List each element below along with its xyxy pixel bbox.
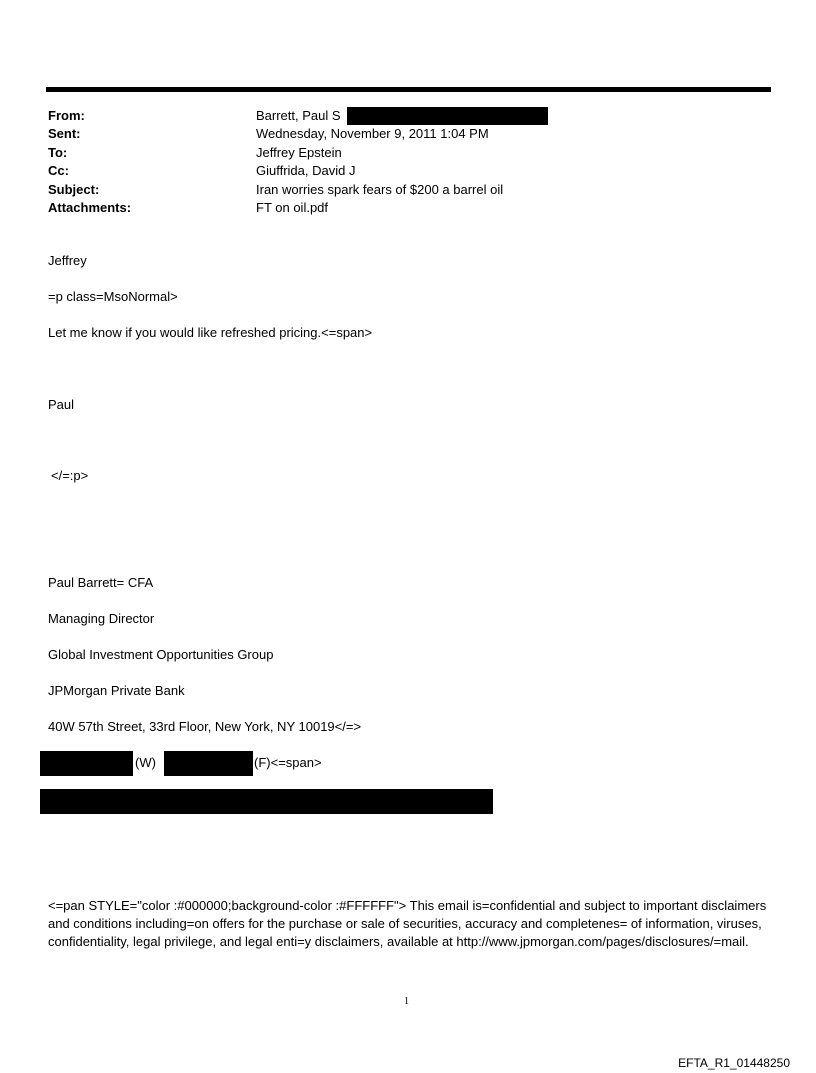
attachment-link[interactable]: FT on oil.pdf [256,199,329,215]
redaction-box [40,751,133,776]
to-label: To: [48,144,68,160]
message-text: Let me know if you would like refreshed pricing.<=span> [48,325,373,340]
cc-value: Giuffrida, David J [256,163,356,179]
signature-address: 40W 57th Street, 33rd Floor, New York, NY 10019</=> [48,719,362,734]
sign-name: Paul [48,397,75,412]
cc-label: Cc: [48,163,69,179]
header-rule [46,87,771,92]
subject-value: Iran worries spark fears of $200 a barrel oil [256,181,504,197]
close-tag-text: </=:p> [51,468,89,483]
redaction-box [40,789,493,814]
signature-bank: JPMorgan Private Bank [48,683,185,698]
attachments-label: Attachments: [48,199,132,215]
redaction-box [347,107,548,125]
phone-w-label: (W) [135,755,156,770]
attachments-row [48,199,548,217]
cc-row [48,162,548,180]
subject-label: Subject: [48,181,100,197]
signature-name: Paul Barrett= CFA [48,575,154,590]
subject-row [48,181,548,199]
to-value: Jeffrey Epstein [256,144,342,160]
signature-title: Managing Director [48,611,155,626]
sent-label: Sent: [48,126,81,142]
from-label: From: [48,108,85,123]
from-value-wrap [256,107,548,125]
page-number: 1 [404,996,409,1007]
from-row [48,107,548,125]
redaction-box [164,751,253,776]
p-class-text: =p class=MsoNormal> [48,289,178,304]
signature-group: Global Investment Opportunities Group [48,647,274,662]
document-id: EFTA_R1_01448250 [678,1056,790,1070]
email-header [48,107,548,217]
sent-value: Wednesday, November 9, 2011 1:04 PM [256,126,489,142]
phone-f-label: (F)<=span> [254,755,322,770]
greeting: Jeffrey [48,253,87,268]
disclaimer-text: <=pan STYLE="color :#000000;background-color :#FFFFFF"> This email is=confidential and subject to important disclaimers and conditions including=on offers for the purchase or sale of securities, accuracy and completenes= of information, viruses, confidentiality, legal privilege, and legal enti=y disclaimers, available at http://www.jpmorgan.com/pages/disclosures/=mail. [48,898,767,949]
from-value: Barrett, Paul S [256,108,341,123]
sent-row [48,125,548,143]
to-row [48,144,548,162]
